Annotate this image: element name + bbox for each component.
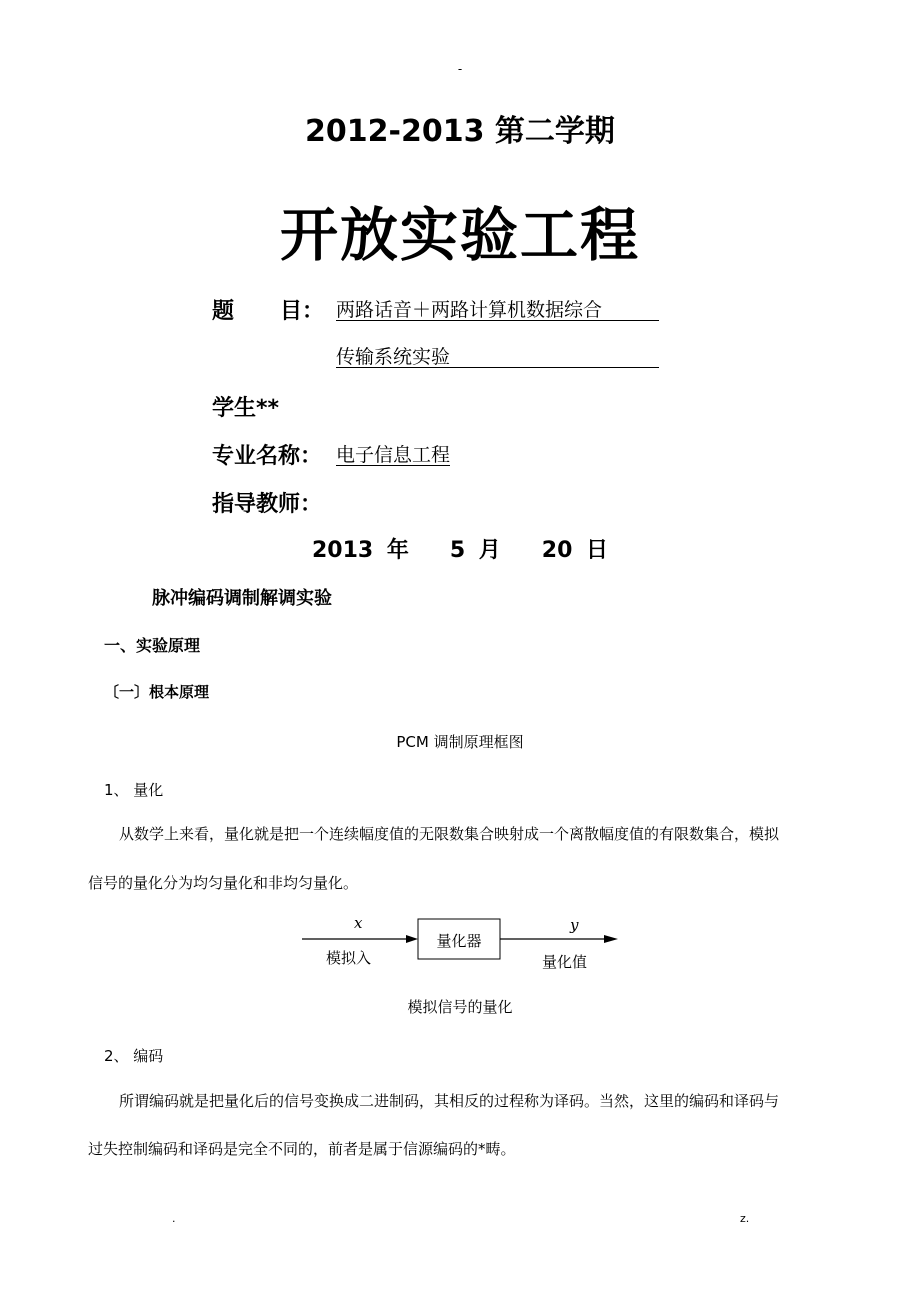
- encoding-paragraph-line2: 过失控制编码和译码是完全不同的，前者是属于信源编码的*畴。: [88, 1140, 516, 1158]
- student-label: 学生**: [212, 396, 280, 421]
- advisor-label: 指导教师：: [212, 492, 323, 517]
- quantization-diagram-caption: 模拟信号的量化: [407, 998, 513, 1016]
- section-heading-principle: 一、实验原理: [104, 636, 201, 655]
- input-arrow-head: [406, 935, 418, 943]
- encoding-paragraph-line1: 所谓编码就是把量化后的信号变换成二进制码，其相反的过程称为译码。当然，这里的编码和译码与: [119, 1092, 780, 1110]
- quantization-paragraph-line1: 从数学上来看，量化就是把一个连续幅度值的无限数集合映射成一个离散幅度值的有限数集合，模拟: [119, 825, 780, 843]
- output-arrow-head: [604, 935, 618, 943]
- project-title: 开放实验工程: [279, 201, 640, 269]
- input-label: 模拟入: [326, 949, 372, 967]
- output-symbol: y: [570, 916, 579, 934]
- footer-right-mark: z.: [740, 1212, 750, 1225]
- pcm-diagram-caption: PCM 调制原理框图: [396, 733, 524, 751]
- term-title: 2012-2013 第二学期: [305, 114, 615, 149]
- report-date: 2013 年 5 月 20 日: [311, 538, 609, 563]
- item-quantization: 1、 量化: [104, 781, 164, 799]
- major-label: 专业名称：: [212, 444, 323, 469]
- output-label: 量化值: [542, 953, 588, 971]
- input-symbol: x: [354, 914, 363, 932]
- major-value: 电子信息工程: [336, 440, 450, 466]
- topic-line2: 传输系统实验: [336, 342, 659, 368]
- quantization-paragraph-line2: 信号的量化分为均匀量化和非均匀量化。: [88, 874, 359, 892]
- topic-line1: 两路话音＋两路计算机数据综合: [336, 295, 659, 321]
- header-mark: -: [457, 62, 463, 76]
- subsection-heading-basic: 〔一〕根本原理: [104, 683, 210, 701]
- item-encoding: 2、 编码: [104, 1047, 164, 1065]
- experiment-title: 脉冲编码调制解调实验: [152, 588, 332, 609]
- footer-left-mark: .: [172, 1212, 176, 1225]
- quantizer-label: 量化器: [436, 932, 482, 950]
- topic-label: 题 目：: [212, 299, 324, 324]
